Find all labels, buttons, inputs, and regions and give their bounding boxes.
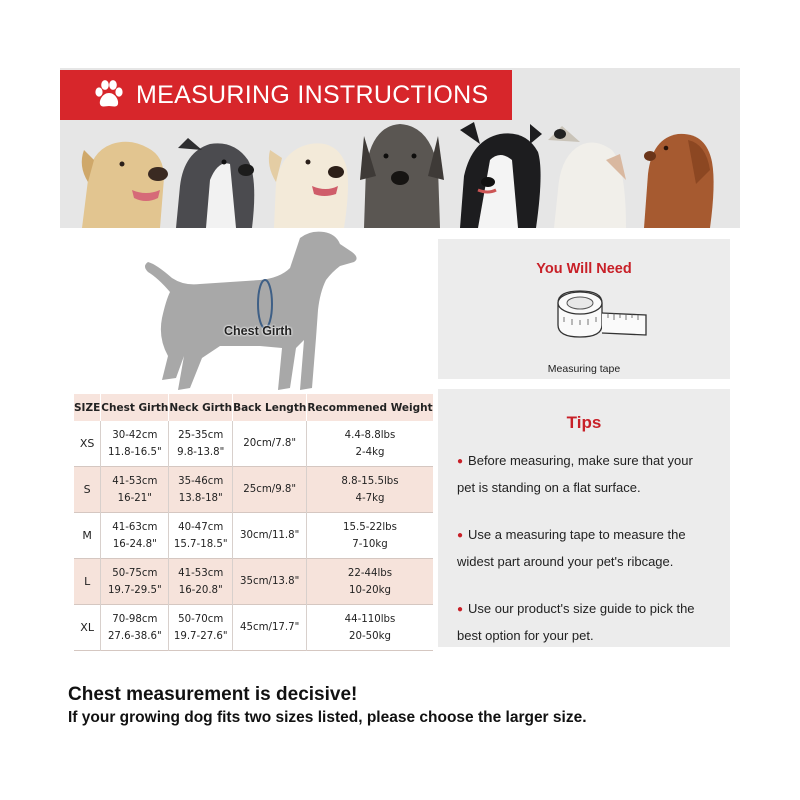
chest-cell: 41-63cm 16-24.8": [101, 513, 169, 559]
size-cell: S: [74, 467, 101, 513]
neck-cell: 40-47cm 15.7-18.5": [169, 513, 233, 559]
tips-title: Tips: [566, 413, 602, 432]
neck-cell: 25-35cm 9.8-13.8": [169, 421, 233, 467]
you-will-need-title: You Will Need: [536, 261, 632, 277]
dog-portrait-1: [82, 142, 168, 228]
header-back-length: Back Length: [233, 394, 307, 421]
dog-portraits: [60, 120, 740, 228]
size-cell: XL: [80, 621, 94, 634]
paw-icon: [92, 78, 126, 112]
table-header-row: [74, 394, 433, 421]
header-weight: Recommened Weight: [307, 394, 433, 421]
chest-cell: 30-42cm 11.8-16.5": [101, 421, 169, 467]
chest-girth-label: Chest Girth: [224, 324, 293, 338]
weight-cell: 44-110lbs 20-50kg: [307, 605, 433, 651]
header-size: SIZE: [74, 394, 101, 421]
back-cell: 30cm/11.8": [233, 513, 307, 559]
back-cell: 45cm/17.7": [233, 605, 307, 651]
weight-cell: 8.8-15.5lbs 4-7kg: [307, 467, 433, 513]
dog-portrait-2: [176, 138, 254, 228]
dog-portrait-6: [548, 126, 626, 228]
dog-portrait-5: [460, 122, 542, 228]
bullet-icon: ●: [457, 530, 464, 541]
bullet-icon: ●: [457, 604, 464, 615]
dog-portrait-7: [644, 134, 714, 228]
back-cell: 25cm/9.8": [233, 467, 307, 513]
table-row: [74, 467, 433, 513]
size-chart-table: [74, 394, 433, 651]
size-cell: XS: [79, 437, 95, 450]
size-cell: L: [74, 559, 101, 605]
note-title: Chest measurement is decisive!: [68, 684, 358, 705]
dog-portrait-4: [360, 124, 444, 228]
back-cell: 20cm/7.8": [233, 421, 307, 467]
weight-cell: 22-44lbs 10-20kg: [307, 559, 433, 605]
neck-cell: 35-46cm 13.8-18": [169, 467, 233, 513]
weight-cell: 4.4-8.8lbs 2-4kg: [307, 421, 433, 467]
size-cell: M: [82, 529, 92, 542]
table-row: [74, 559, 433, 605]
table-row: [74, 421, 433, 467]
measuring-tape-label: Measuring tape: [547, 363, 621, 375]
header-chest-girth: Chest Girth: [101, 394, 169, 421]
dog-portrait-3: [269, 143, 348, 228]
measuring-banner: [60, 68, 740, 228]
tip-item: ● Use a measuring tape to measure the widest part around your pet's ribcage.: [457, 527, 686, 569]
tip-item: ● Use our product's size guide to pick the best option for your pet.: [457, 601, 695, 643]
back-cell: 35cm/13.8": [233, 559, 307, 605]
tips-box: [438, 389, 730, 647]
chest-cell: 50-75cm 19.7-29.5": [101, 559, 169, 605]
weight-cell: 15.5-22lbs 7-10kg: [307, 513, 433, 559]
note-subtitle: If your growing dog fits two sizes listed, please choose the larger size.: [68, 709, 587, 726]
dog-silhouette: [140, 228, 370, 396]
header-neck-girth: Neck Girth: [169, 394, 233, 421]
neck-cell: 50-70cm 19.7-27.6": [169, 605, 233, 651]
banner-title: MEASURING INSTRUCTIONS: [136, 80, 489, 109]
bullet-icon: ●: [457, 456, 464, 467]
banner-title-bar: [60, 70, 512, 120]
you-will-need-box: [438, 239, 730, 379]
tip-item: ● Before measuring, make sure that your pet is standing on a flat surface.: [457, 453, 693, 495]
chest-cell: 41-53cm 16-21": [101, 467, 169, 513]
table-row: [74, 605, 433, 651]
table-row: [74, 513, 433, 559]
measuring-tape-icon: [550, 287, 652, 345]
chest-cell: 70-98cm 27.6-38.6": [101, 605, 169, 651]
neck-cell: 41-53cm 16-20.8": [169, 559, 233, 605]
